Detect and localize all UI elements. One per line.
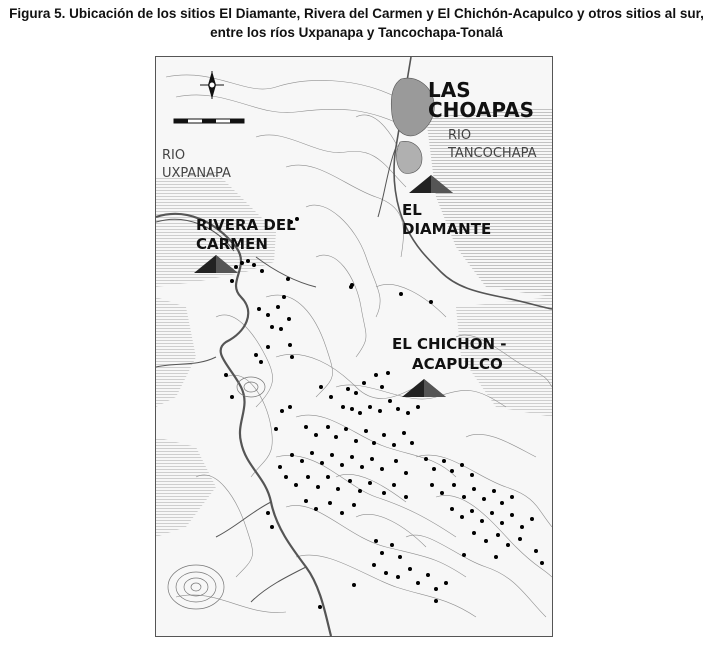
label-rivera-2: CARMEN — [196, 235, 268, 253]
caption-line-2: entre los ríos Uxpanapa y Tancochapa-Tonalá — [210, 25, 503, 40]
pyramid-icon — [402, 379, 446, 397]
map-canvas — [156, 57, 552, 636]
label-chichon-1: EL CHICHON - — [392, 335, 507, 353]
label-chichon-2: ACAPULCO — [412, 355, 503, 373]
label-rio-uxpanapa-2: UXPANAPA — [162, 166, 231, 181]
label-diamante-2: DIAMANTE — [402, 220, 492, 238]
scale-bar-icon — [174, 119, 244, 123]
label-rivera-1: RIVERA DEL — [196, 216, 296, 234]
caption-line-1: Figura 5. Ubicación de los sitios El Diamante, Rivera del Carmen y El Chichón-Acapulco y otros sitios al sur, — [9, 6, 704, 21]
label-rio-tancochapa-1: RIO — [448, 128, 472, 143]
figure-caption — [0, 4, 713, 42]
label-rio-tancochapa-2: TANCOCHAPA — [448, 146, 537, 161]
map — [155, 56, 553, 637]
label-diamante-1: EL — [402, 201, 422, 219]
label-las-choapas-1: LAS — [428, 78, 471, 102]
label-rio-uxpanapa-1: RIO — [162, 148, 186, 163]
north-arrow-icon — [200, 71, 224, 99]
label-las-choapas-2: CHOAPAS — [428, 98, 535, 122]
